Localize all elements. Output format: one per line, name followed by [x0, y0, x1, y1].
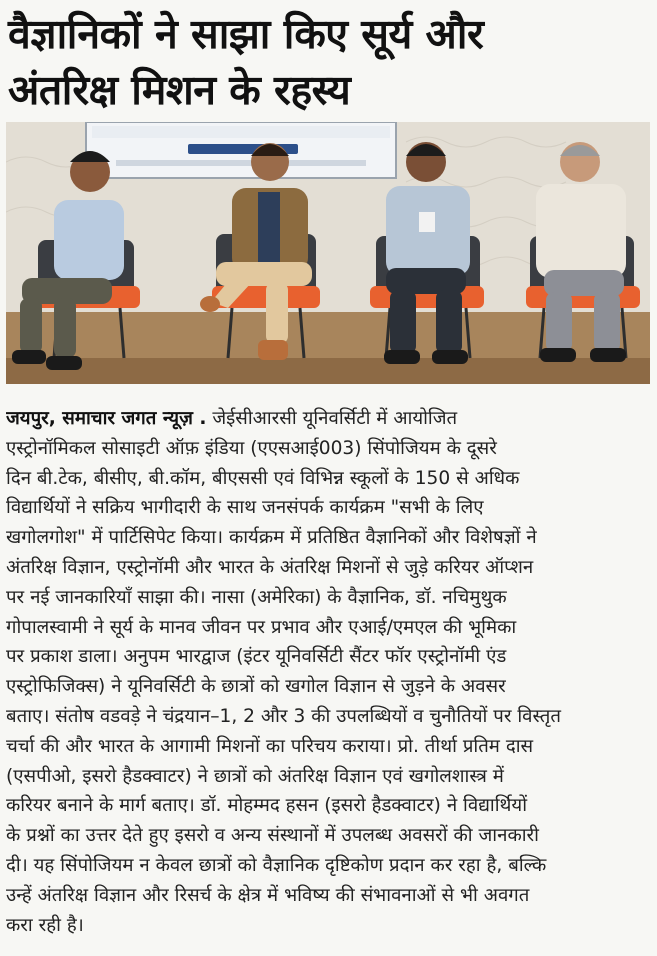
article-line-0 — [6, 404, 650, 434]
article-line-7: गोपालस्वामी ने सूर्य के मानव जीवन पर प्रभाव और एआई/एमएल की भूमिका — [6, 616, 517, 638]
projector-screen — [86, 122, 396, 178]
headline-line-1: वैज्ञानिकों ने साझा किए सूर्य और — [8, 10, 484, 58]
article-line-8: पर प्रकाश डाला। अनुपम भारद्वाज (इंटर यूनिवर्सिटी सैंटर फॉर एस्ट्रोनॉमी एंड — [6, 646, 507, 668]
article-line-text: जेईसीआरसी यूनिवर्सिटी में आयोजित — [206, 408, 458, 429]
article-line-4: खगोलगोश" में पार्टिसिपेट किया। कार्यक्रम में प्रतिष्ठित वैज्ञानिकों और विशेषज्ञों ने — [6, 527, 537, 549]
article-line-15: दी। यह सिंपोजियम न केवल छात्रों को वैज्ञानिक दृष्टिकोण प्रदान कर रहा है, बल्कि — [6, 854, 547, 876]
article-line-6: पर नई जानकारियाँ साझा की। नासा (अमेरिका) के वैज्ञानिक, डॉ. नचिमुथुक — [6, 586, 507, 608]
article-line-11: चर्चा की और भारत के आगामी मिशनों का परिचय कराया। प्रो. तीर्था प्रतिम दास — [6, 735, 534, 757]
article-line-5: अंतरिक्ष विज्ञान, एस्ट्रोनॉमी और भारत के अंतरिक्ष मिशनों से जुड़े करियर ऑप्शन — [6, 556, 534, 578]
article-line-10: बताए। संतोष वडवड़े ने चंद्रयान–1, 2 और 3 की उपलब्धियों व चुनौतियों पर विस्तृत — [6, 705, 561, 727]
article-line-9: एस्ट्रोफिजिक्स) ने यूनिवर्सिटी के छात्रों को खगोल विज्ञान से जुड़ने के अवसर — [6, 676, 506, 698]
article-line-3: विद्यार्थियों ने सक्रिय भागीदारी के साथ जनसंपर्क कार्यक्रम "सभी के लिए — [6, 497, 484, 519]
article-line-14: के प्रश्नों का उत्तर देते हुए इसरो व अन्य संस्थानों में उपलब्ध अवसरों की जानकारी — [6, 825, 539, 847]
article-line-17: करा रही है। — [6, 914, 84, 936]
article-line-1: एस्ट्रोनॉमिकल सोसाइटी ऑफ़ इंडिया (एएसआई003) सिंपोजियम के दूसरे — [6, 437, 497, 459]
panel-discussion-image — [6, 122, 650, 384]
headline-line-2: अंतरिक्ष मिशन के रहस्य — [8, 66, 351, 114]
article-line-2: दिन बी.टेक, बीसीए, बी.कॉम, बीएससी एवं विभिन्न स्कूलों के 150 से अधिक — [6, 467, 520, 489]
headline — [8, 6, 648, 118]
article-body — [6, 404, 650, 940]
dateline: जयपुर, समाचार जगत न्यूज़ . — [6, 408, 207, 429]
article-line-16: उन्हें अंतरिक्ष विज्ञान और रिसर्च के क्षेत्र में भविष्य की संभावनाओं से भी अवगत — [6, 884, 530, 906]
article-line-12: (एसपीओ, इसरो हैडक्वाटर) ने छात्रों को अंतरिक्ष विज्ञान एवं खगोलशास्त्र में — [6, 765, 504, 787]
article-line-13: करियर बनाने के मार्ग बताए। डॉ. मोहम्मद हसन (इसरो हैडक्वाटर) ने विद्यार्थियों — [6, 795, 528, 817]
news-photo — [6, 122, 650, 384]
